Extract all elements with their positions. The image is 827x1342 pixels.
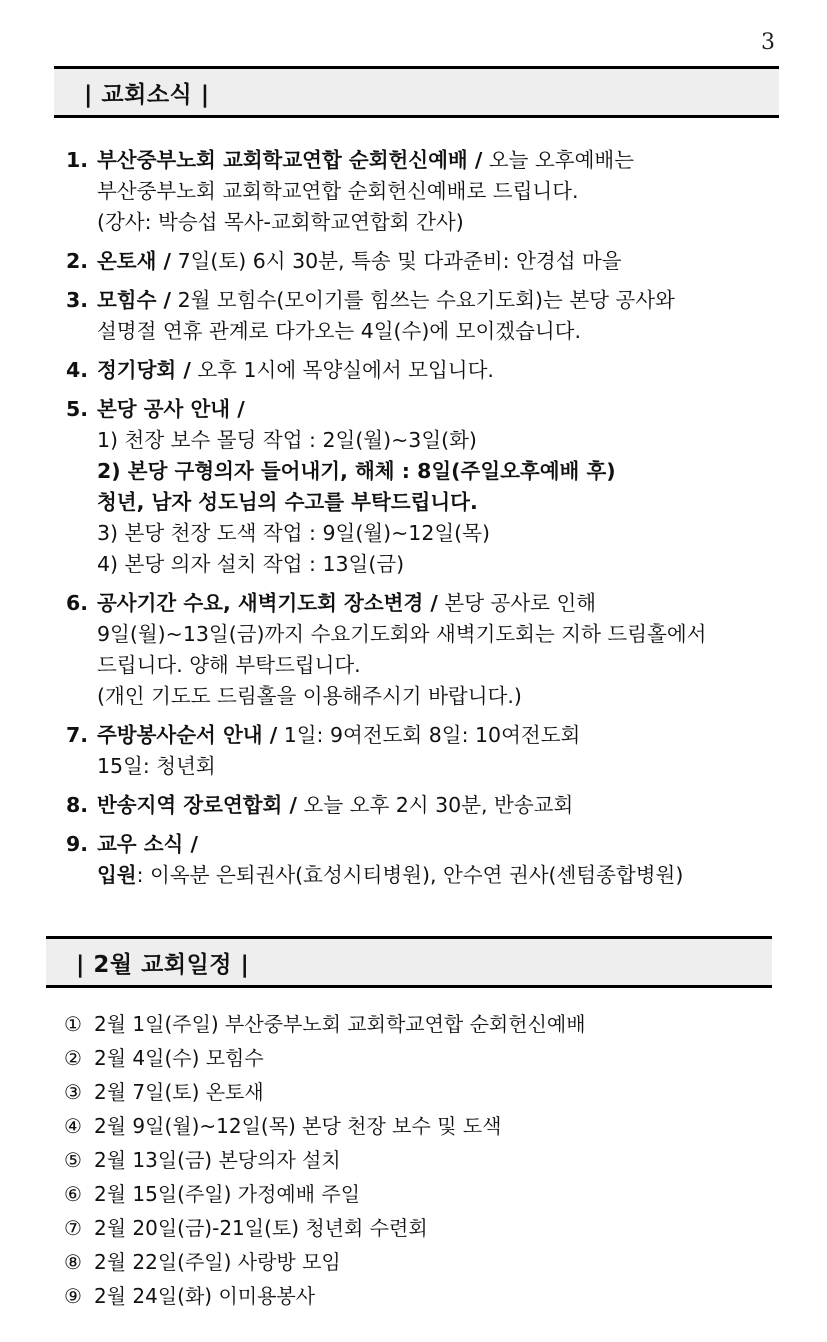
news-number: 8. — [66, 793, 89, 817]
schedule-text: 2월 4일(수) 모힘수 — [94, 1046, 264, 1070]
schedule-text: 2월 22일(주일) 사랑방 모임 — [94, 1250, 341, 1274]
news-number: 1. — [66, 148, 89, 172]
news-line: 설명절 연휴 관계로 다가오는 4일(수)에 모이겠습니다. — [97, 319, 581, 343]
news-title: 온토새 / — [97, 249, 172, 273]
news-lead: 오늘 오후예배는 — [482, 148, 635, 172]
schedule-text: 2월 24일(화) 이미용봉사 — [94, 1284, 316, 1308]
news-number: 7. — [66, 723, 89, 747]
circled-number: ⑨ — [64, 1284, 82, 1308]
news-title: 반송지역 장로연합회 / — [97, 793, 297, 817]
hospital-label: 입원 — [97, 863, 137, 887]
schedule-header: | 2월 교회일정 | — [46, 936, 772, 988]
news-line: (개인 기도도 드림홀을 이용해주시기 바랍니다.) — [97, 684, 522, 708]
news-number: 3. — [66, 288, 89, 312]
news-title: 교우 소식 / — [97, 832, 198, 856]
news-lead: 오늘 오후 2시 30분, 반송교회 — [297, 793, 574, 817]
news-line: 드립니다. 양해 부탁드립니다. — [97, 653, 361, 677]
news-lead: 7일(토) 6시 30분, 특송 및 다과준비: 안경섭 마을 — [171, 249, 622, 273]
news-item-1 — [66, 145, 786, 238]
circled-number: ⑧ — [64, 1250, 82, 1274]
church-news-list — [66, 145, 786, 899]
hospital-text: : 이옥분 은퇴권사(효성시티병원), 안수연 권사(센텀종합병원) — [136, 863, 684, 887]
schedule-item — [64, 1245, 784, 1279]
news-lead: 2월 모힘수(모이기를 힘쓰는 수요기도회)는 본당 공사와 — [171, 288, 675, 312]
news-item-5 — [66, 394, 786, 580]
schedule-item — [64, 1109, 784, 1143]
news-item-8 — [66, 790, 786, 821]
news-line: 부산중부노회 교회학교연합 순회헌신예배로 드립니다. — [97, 179, 579, 203]
news-lead: 1일: 9여전도회 8일: 10여전도회 — [277, 723, 581, 747]
schedule-text: 2월 7일(토) 온토새 — [94, 1080, 264, 1104]
news-number: 9. — [66, 832, 89, 856]
circled-number: ③ — [64, 1080, 82, 1104]
news-title: 모힘수 / — [97, 288, 172, 312]
news-lead: 본당 공사로 인해 — [437, 591, 597, 615]
news-number: 6. — [66, 591, 89, 615]
schedule-text: 2월 9일(월)~12일(목) 본당 천장 보수 및 도색 — [94, 1114, 502, 1138]
schedule-text: 2월 1일(주일) 부산중부노회 교회학교연합 순회헌신예배 — [94, 1012, 586, 1036]
news-item-4 — [66, 355, 786, 386]
schedule-text: 2월 15일(주일) 가정예배 주일 — [94, 1182, 361, 1206]
news-title: 본당 공사 안내 / — [97, 397, 245, 421]
news-line-emphasis: 2) 본당 구형의자 들어내기, 해체 : 8일(주일오후예배 후) — [97, 459, 616, 483]
news-item-9 — [66, 829, 786, 891]
news-title: 정기당회 / — [97, 358, 191, 382]
schedule-item — [64, 1143, 784, 1177]
news-line: 1) 천장 보수 몰딩 작업 : 2일(월)~3일(화) — [97, 428, 477, 452]
news-item-2 — [66, 246, 786, 277]
schedule-list — [64, 1007, 784, 1313]
news-number: 2. — [66, 249, 89, 273]
news-line-emphasis: 청년, 남자 성도님의 수고를 부탁드립니다. — [97, 490, 478, 514]
schedule-text: 2월 13일(금) 본당의자 설치 — [94, 1148, 341, 1172]
schedule-item — [64, 1007, 784, 1041]
news-line: 4) 본당 의자 설치 작업 : 13일(금) — [97, 552, 405, 576]
news-item-3 — [66, 285, 786, 347]
schedule-item — [64, 1279, 784, 1313]
circled-number: ② — [64, 1046, 82, 1070]
news-line: 15일: 청년회 — [97, 754, 216, 778]
news-item-7 — [66, 720, 786, 782]
schedule-item — [64, 1041, 784, 1075]
news-title: 주방봉사순서 안내 / — [97, 723, 278, 747]
news-line: 3) 본당 천장 도색 작업 : 9일(월)~12일(목) — [97, 521, 490, 545]
news-lead: 오후 1시에 목양실에서 모입니다. — [190, 358, 494, 382]
schedule-item — [64, 1177, 784, 1211]
circled-number: ⑦ — [64, 1216, 82, 1240]
news-title: 부산중부노회 교회학교연합 순회헌신예배 / — [97, 148, 483, 172]
news-line: (강사: 박승섭 목사-교회학교연합회 간사) — [97, 210, 464, 234]
circled-number: ⑥ — [64, 1182, 82, 1206]
church-news-header: | 교회소식 | — [54, 66, 779, 118]
news-line: 9일(월)~13일(금)까지 수요기도회와 새벽기도회는 지하 드림홀에서 — [97, 622, 707, 646]
news-title: 공사기간 수요, 새벽기도회 장소변경 / — [97, 591, 438, 615]
schedule-item — [64, 1075, 784, 1109]
news-item-6 — [66, 588, 786, 712]
page-number: 3 — [761, 30, 775, 55]
circled-number: ④ — [64, 1114, 82, 1138]
schedule-item — [64, 1211, 784, 1245]
news-number: 5. — [66, 397, 89, 421]
schedule-text: 2월 20일(금)-21일(토) 청년회 수련회 — [94, 1216, 428, 1240]
news-number: 4. — [66, 358, 89, 382]
circled-number: ① — [64, 1012, 82, 1036]
circled-number: ⑤ — [64, 1148, 82, 1172]
